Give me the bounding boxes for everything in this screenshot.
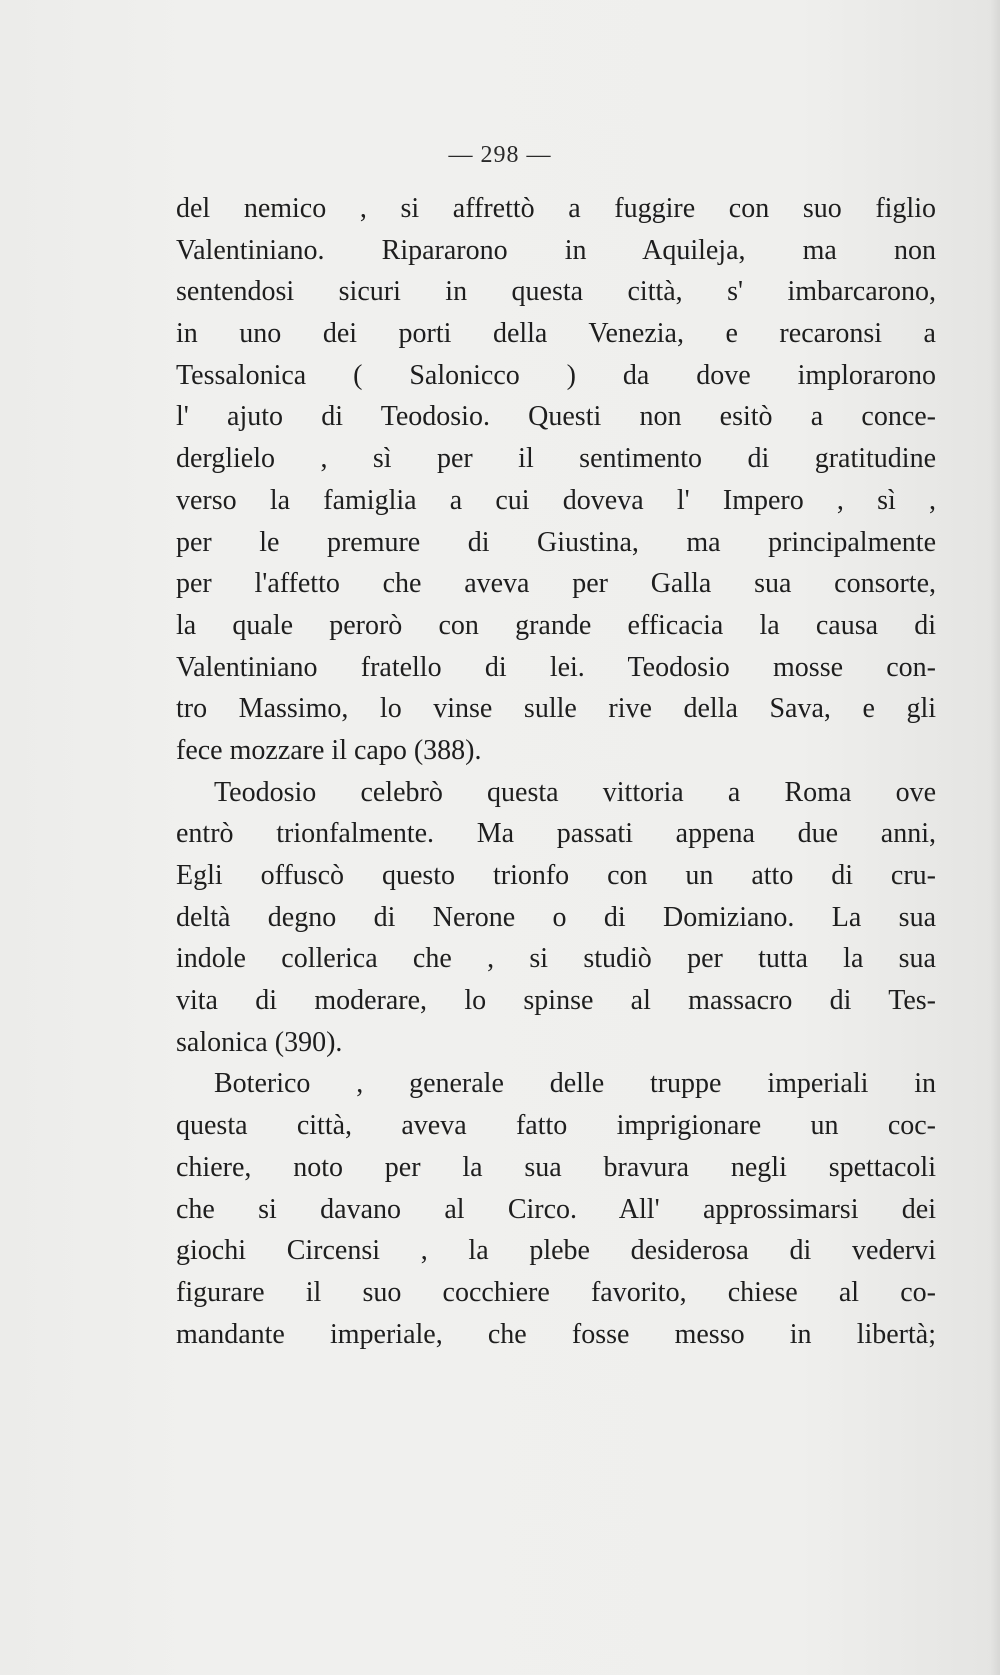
- text-line: figurare il suo cocchiere favorito, chiese al co-: [176, 1276, 936, 1308]
- text-line: in uno dei porti della Venezia, e recaronsi a: [176, 318, 936, 350]
- text-line: Teodosio celebrò questa vittoria a Roma ove: [214, 776, 936, 808]
- paragraph-3: [176, 1063, 936, 1355]
- text-line: per le premure di Giustina, ma principalmente: [176, 526, 936, 558]
- paragraph-2: [176, 772, 936, 1064]
- text-line: Tessalonica ( Salonicco ) da dove implorarono: [176, 359, 936, 391]
- text-line: vita di moderare, lo spinse al massacro di Tes-: [176, 985, 936, 1017]
- body-text: [176, 188, 936, 1355]
- text-line: sentendosi sicuri in questa città, s' imbarcarono,: [176, 276, 936, 308]
- text-line: deltà degno di Nerone o di Domiziano. La sua: [176, 901, 936, 933]
- text-line: entrò trionfalmente. Ma passati appena due anni,: [176, 818, 936, 850]
- page-number: — 298 —: [448, 142, 552, 168]
- text-line: fece mozzare il capo (388).: [176, 734, 482, 766]
- text-line: la quale perorò con grande efficacia la causa di: [176, 609, 936, 641]
- text-line: che si davano al Circo. All' approssimarsi dei: [176, 1193, 936, 1225]
- text-line: tro Massimo, lo vinse sulle rive della Sava, e gli: [176, 693, 936, 725]
- paragraph-1: [176, 188, 936, 772]
- text-line: questa città, aveva fatto imprigionare un coc-: [176, 1110, 936, 1142]
- text-line: mandante imperiale, che fosse messo in libertà;: [176, 1318, 936, 1350]
- text-line: l' ajuto di Teodosio. Questi non esitò a conce-: [176, 401, 936, 433]
- text-line: verso la famiglia a cui doveva l' Impero , sì ,: [176, 484, 936, 516]
- text-line: giochi Circensi , la plebe desiderosa di vedervi: [176, 1235, 936, 1267]
- text-line: chiere, noto per la sua bravura negli spettacoli: [176, 1151, 936, 1183]
- text-line: Valentiniano. Ripararono in Aquileja, ma non: [176, 234, 936, 266]
- text-line: Egli offuscò questo trionfo con un atto di cru-: [176, 860, 936, 891]
- text-line: indole collerica che , si studiò per tutta la sua: [176, 943, 936, 975]
- text-line: Boterico , generale delle truppe imperiali in: [214, 1068, 936, 1100]
- text-line: salonica (390).: [176, 1026, 343, 1058]
- text-line: del nemico , si affrettò a fuggire con suo figlio: [176, 193, 936, 224]
- text-line: derglielo , sì per il sentimento di gratitudine: [176, 443, 936, 475]
- page-edge-shadow: [990, 0, 1000, 1675]
- text-line: Valentiniano fratello di lei. Teodosio mosse con-: [176, 651, 936, 683]
- text-line: per l'affetto che aveva per Galla sua consorte,: [176, 568, 936, 600]
